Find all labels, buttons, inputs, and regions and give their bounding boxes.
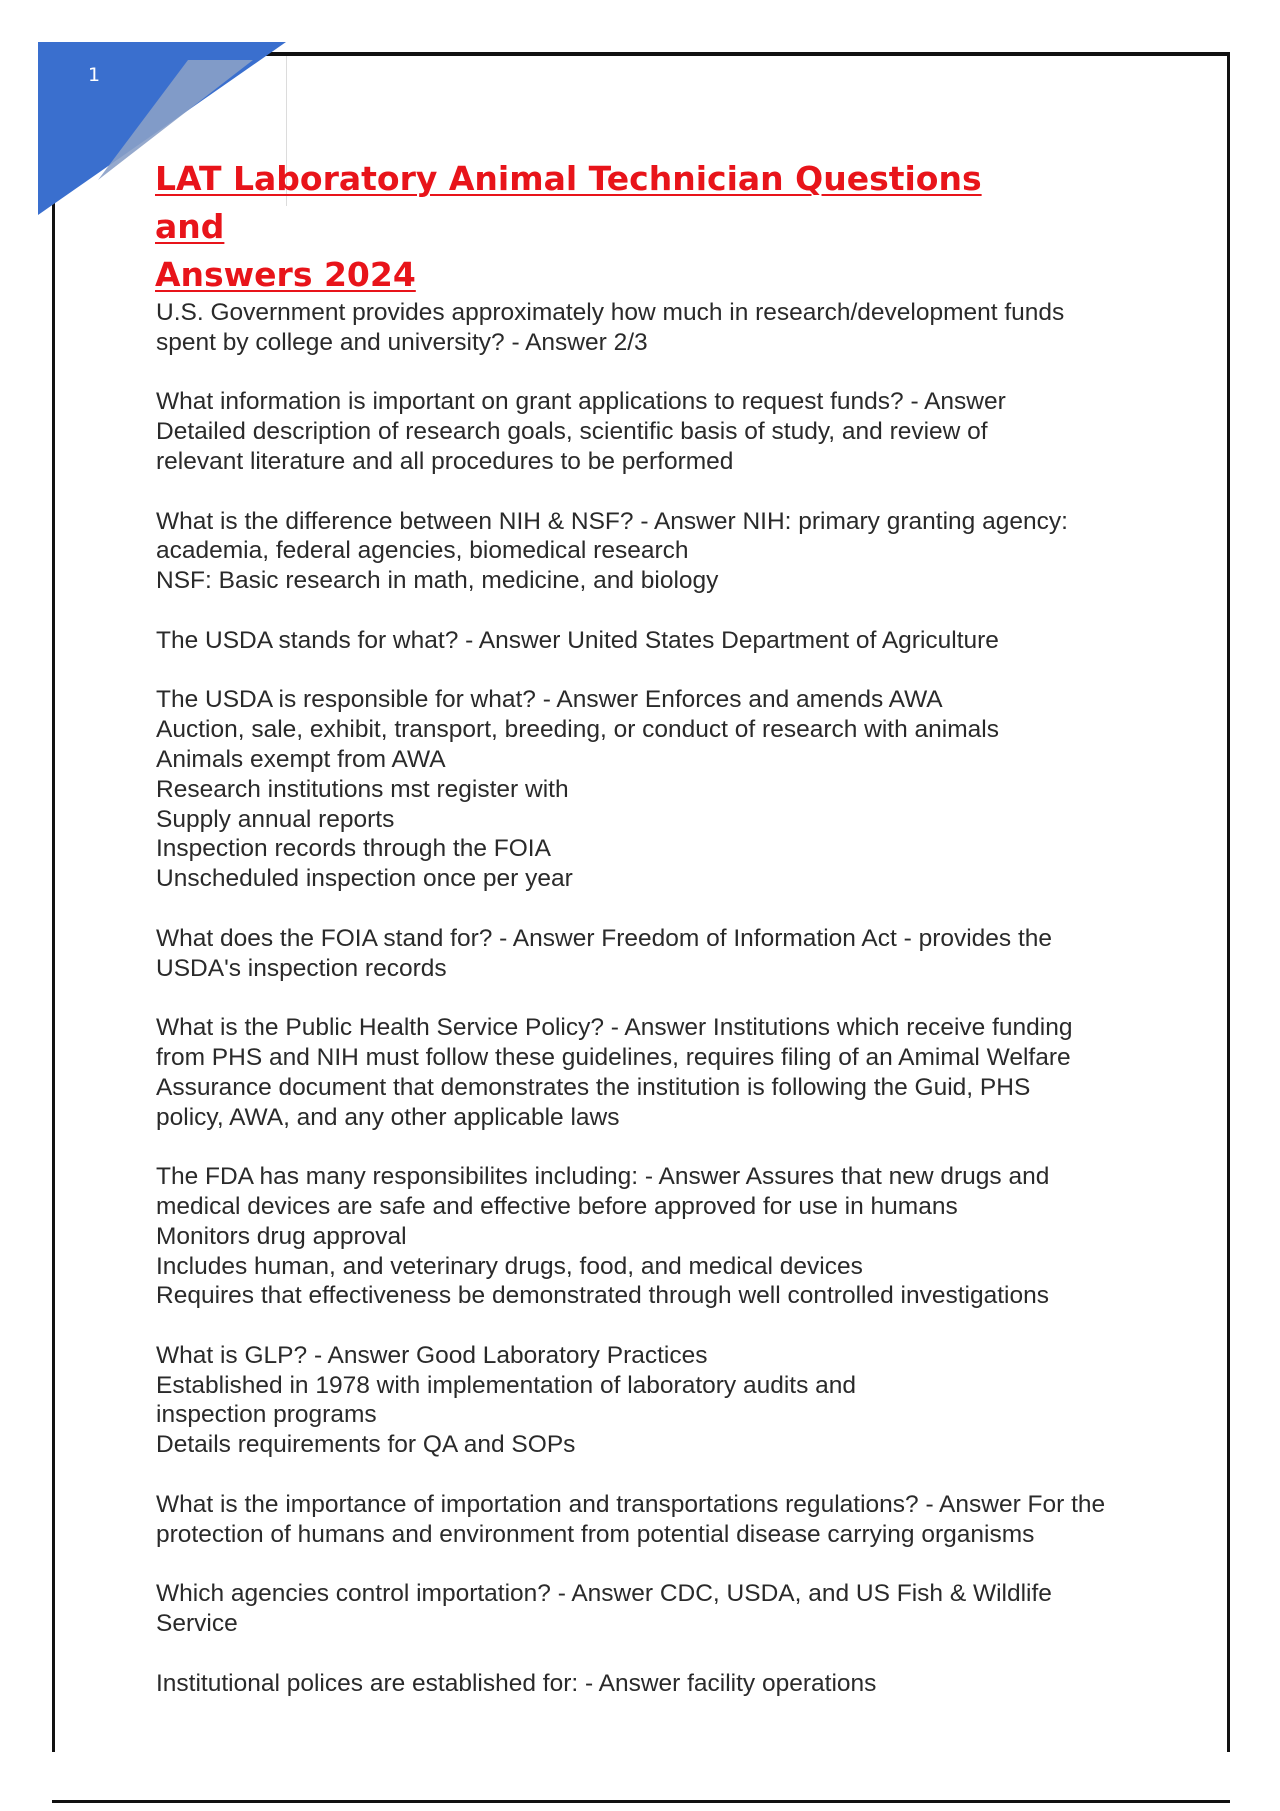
qa-line: The FDA has many responsibilites including: - Answer Assures that new drugs and xyxy=(156,1163,1050,1191)
qa-line: Auction, sale, exhibit, transport, breeding, or conduct of research with animals xyxy=(156,716,999,744)
qa-line: NSF: Basic research in math, medicine, and biology xyxy=(156,567,719,595)
qa-item xyxy=(156,1579,1146,1639)
title-line-1: LAT Laboratory Animal Technician Questions and xyxy=(155,159,982,246)
qa-item xyxy=(156,1490,1146,1550)
qa-list xyxy=(156,298,1146,1728)
qa-line: Established in 1978 with implementation of laboratory audits and xyxy=(156,1371,857,1399)
qa-line: U.S. Government provides approximately how much in research/development funds xyxy=(156,299,1065,326)
qa-line: Details requirements for QA and SOPs xyxy=(156,1431,576,1459)
qa-line: Unscheduled inspection once per year xyxy=(156,865,573,893)
qa-line: USDA's inspection records xyxy=(156,954,447,982)
qa-line: Inspection records through the FOIA xyxy=(156,835,551,863)
qa-item xyxy=(156,685,1146,894)
qa-line: relevant literature and all procedures to be performed xyxy=(156,447,734,475)
qa-line: Assurance document that demonstrates the institution is following the Guid, PHS xyxy=(156,1073,1031,1101)
qa-line: Supply annual reports xyxy=(156,805,395,833)
qa-line: Service xyxy=(156,1610,238,1638)
qa-line: Includes human, and veterinary drugs, food, and medical devices xyxy=(156,1252,863,1280)
qa-item xyxy=(156,387,1146,476)
qa-line: Animals exempt from AWA xyxy=(156,745,446,773)
qa-item xyxy=(156,1341,1146,1460)
qa-line: Research institutions mst register with xyxy=(156,775,569,803)
qa-line: protection of humans and environment from potential disease carrying organisms xyxy=(156,1520,1035,1548)
qa-item xyxy=(156,626,1146,656)
qa-item xyxy=(156,507,1146,596)
qa-line: Detailed description of research goals, scientific basis of study, and review of xyxy=(156,418,988,446)
qa-line: Which agencies control importation? - Answer CDC, USDA, and US Fish & Wildlife xyxy=(156,1580,1052,1608)
qa-line: medical devices are safe and effective before approved for use in humans xyxy=(156,1192,958,1220)
title-line-2: Answers 2024 xyxy=(155,255,416,294)
qa-line: inspection programs xyxy=(156,1401,377,1429)
qa-line: What is the importance of importation and transportations regulations? - Answer For the xyxy=(156,1490,1106,1518)
qa-line: from PHS and NIH must follow these guidelines, requires filing of an Amimal Welfare xyxy=(156,1043,1071,1071)
qa-line: What does the FOIA stand for? - Answer Freedom of Information Act - provides the xyxy=(156,924,1053,952)
qa-line: What is the Public Health Service Policy? - Answer Institutions which receive funding xyxy=(156,1014,1073,1042)
qa-item xyxy=(156,1162,1146,1311)
qa-line: What is GLP? - Answer Good Laboratory Practices xyxy=(156,1341,708,1369)
qa-item xyxy=(156,1013,1146,1132)
qa-line: The USDA stands for what? - Answer United States Department of Agriculture xyxy=(156,626,999,654)
qa-line: academia, federal agencies, biomedical research xyxy=(156,537,689,565)
document-title xyxy=(155,155,1055,299)
qa-line: The USDA is responsible for what? - Answer Enforces and amends AWA xyxy=(156,686,943,714)
qa-line: Requires that effectiveness be demonstrated through well controlled investigations xyxy=(156,1282,1049,1310)
qa-line: spent by college and university? - Answer 2/3 xyxy=(156,328,648,356)
qa-line: Institutional polices are established for: - Answer facility operations xyxy=(156,1669,877,1697)
qa-line: What information is important on grant applications to request funds? - Answer xyxy=(156,388,1006,416)
page-number: 1 xyxy=(88,64,101,86)
qa-item xyxy=(156,924,1146,984)
page-bottom-rule xyxy=(52,1800,1230,1803)
qa-item xyxy=(156,298,1146,358)
qa-line: policy, AWA, and any other applicable laws xyxy=(156,1103,620,1131)
qa-item xyxy=(156,1669,1146,1699)
qa-line: Monitors drug approval xyxy=(156,1222,407,1250)
qa-line: What is the difference between NIH & NSF? - Answer NIH: primary granting agency: xyxy=(156,507,1068,535)
